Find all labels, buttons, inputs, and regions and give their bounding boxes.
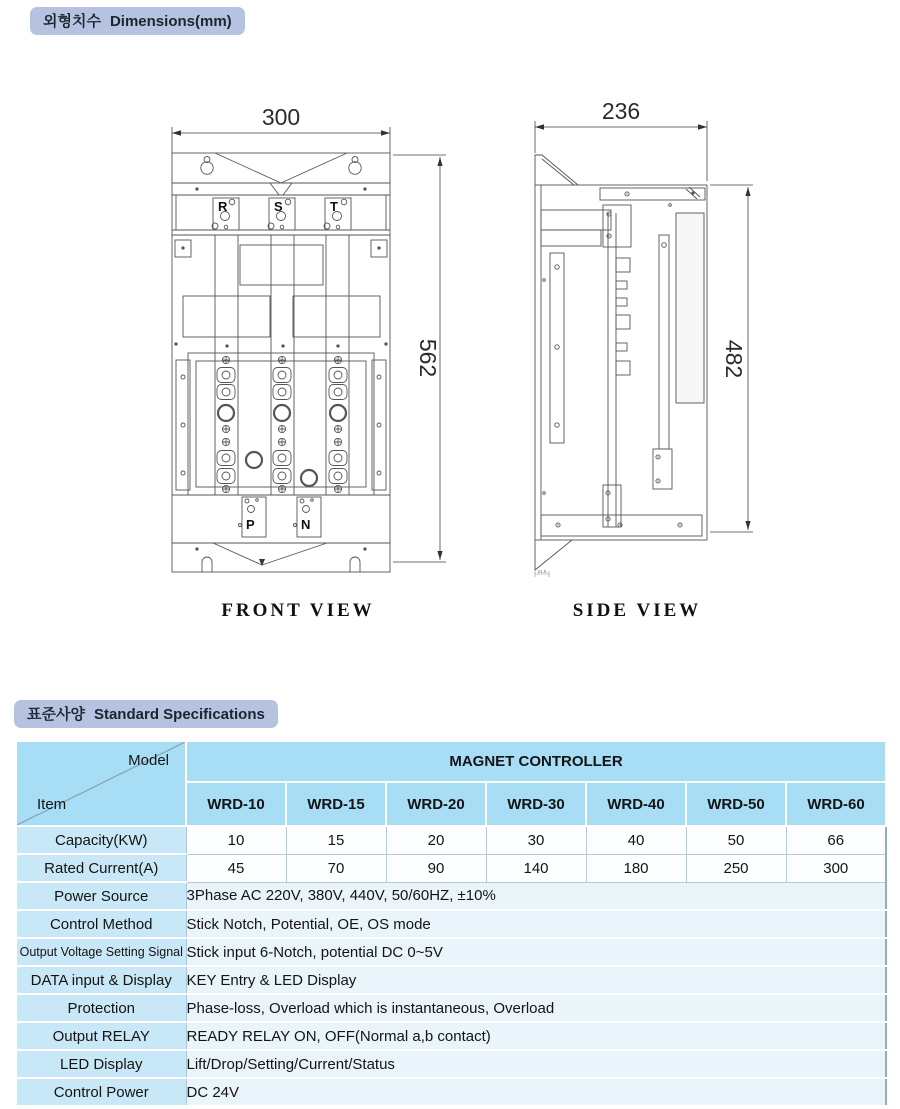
row-label: Control Method (16, 910, 186, 938)
spec-value-cell: 20 (386, 826, 486, 854)
spec-value-cell: 70 (286, 854, 386, 882)
spec-value-cell: 180 (586, 854, 686, 882)
side-cabinet-outline (535, 155, 707, 577)
badge-english-label: Standard Specifications (93, 706, 265, 723)
spec-value-cell: Stick input 6-Notch, potential DC 0~5V (186, 938, 886, 966)
spec-value-cell: DC 24V (186, 1078, 886, 1106)
table-row (16, 910, 886, 938)
table-row (16, 1022, 886, 1050)
spec-value-cell: 10 (186, 826, 286, 854)
row-label: Capacity(KW) (16, 826, 186, 854)
spec-value-cell: KEY Entry & LED Display (186, 966, 886, 994)
spec-value-cell: 3Phase AC 220V, 380V, 440V, 50/60HZ, ±10% (186, 882, 886, 910)
row-label: Rated Current(A) (16, 854, 186, 882)
spec-value-cell: 40 (586, 826, 686, 854)
spec-value-cell: 50 (686, 826, 786, 854)
table-row (16, 1078, 886, 1106)
dimensions-section-badge (30, 7, 245, 35)
side-foot-dim-label: 21.5 (537, 569, 547, 574)
corner-item-label: Item (37, 796, 67, 813)
side-width-dimension (535, 98, 707, 181)
table-row (16, 994, 886, 1022)
table-row (16, 854, 886, 882)
table-row (16, 826, 886, 854)
group-header-cell: MAGNET CONTROLLER (186, 741, 886, 782)
terminal-label-r: R (218, 199, 228, 214)
spec-value-cell: Phase-loss, Overload which is instantaneous, Overload (186, 994, 886, 1022)
row-label: Control Power (16, 1078, 186, 1106)
row-label: Output Voltage Setting Signal (16, 938, 186, 966)
spec-value-cell: Stick Notch, Potential, OE, OS mode (186, 910, 886, 938)
row-label: DATA input & Display (16, 966, 186, 994)
model-header: WRD-15 (286, 782, 386, 826)
front-view-drawing (150, 95, 470, 640)
spec-value-cell: 140 (486, 854, 586, 882)
spec-value-cell: 45 (186, 854, 286, 882)
model-header: WRD-50 (686, 782, 786, 826)
row-label: LED Display (16, 1050, 186, 1078)
model-header: WRD-40 (586, 782, 686, 826)
table-row (16, 741, 886, 782)
badge-korean-label: 외형치수 (43, 13, 101, 30)
side-view-title: SIDE VIEW (572, 600, 702, 621)
front-height-dim-label: 562 (415, 338, 441, 378)
terminal-label-t: T (330, 199, 338, 214)
front-width-dim-label: 300 (261, 104, 301, 130)
front-width-dimension (172, 104, 390, 153)
badge-korean-label: 표준사양 (27, 706, 85, 723)
model-item-corner-cell (16, 741, 186, 826)
terminal-label-n: N (301, 517, 311, 532)
corner-model-label: Model (128, 752, 169, 769)
spec-value-cell: 250 (686, 854, 786, 882)
specifications-section-badge (14, 700, 278, 728)
table-row (16, 938, 886, 966)
model-header: WRD-20 (386, 782, 486, 826)
spec-table-container (15, 740, 885, 1107)
spec-value-cell: 300 (786, 854, 886, 882)
table-row (16, 882, 886, 910)
badge-english-label: Dimensions(mm) (109, 13, 232, 30)
terminal-column-1 (217, 356, 235, 492)
row-label: Output RELAY (16, 1022, 186, 1050)
front-view-title: FRONT VIEW (221, 600, 375, 621)
side-view-drawing (500, 95, 790, 640)
side-height-dimension (710, 185, 753, 532)
model-header: WRD-30 (486, 782, 586, 826)
side-width-dim-label: 236 (601, 98, 641, 124)
terminal-column-2 (273, 356, 291, 492)
terminal-label-p: P (246, 517, 255, 532)
row-label: Power Source (16, 882, 186, 910)
spec-value-cell: 30 (486, 826, 586, 854)
spec-table (15, 740, 887, 1107)
front-height-dimension (393, 155, 446, 562)
model-header: WRD-60 (786, 782, 886, 826)
side-height-dim-label: 482 (721, 339, 747, 379)
table-row (16, 1050, 886, 1078)
spec-value-cell: READY RELAY ON, OFF(Normal a,b contact) (186, 1022, 886, 1050)
spec-value-cell: Lift/Drop/Setting/Current/Status (186, 1050, 886, 1078)
terminal-column-3 (329, 356, 347, 492)
row-label: Protection (16, 994, 186, 1022)
terminal-label-s: S (274, 199, 283, 214)
front-cabinet-outline (172, 153, 390, 572)
table-row (16, 966, 886, 994)
model-header: WRD-10 (186, 782, 286, 826)
spec-value-cell: 15 (286, 826, 386, 854)
spec-value-cell: 66 (786, 826, 886, 854)
spec-value-cell: 90 (386, 854, 486, 882)
